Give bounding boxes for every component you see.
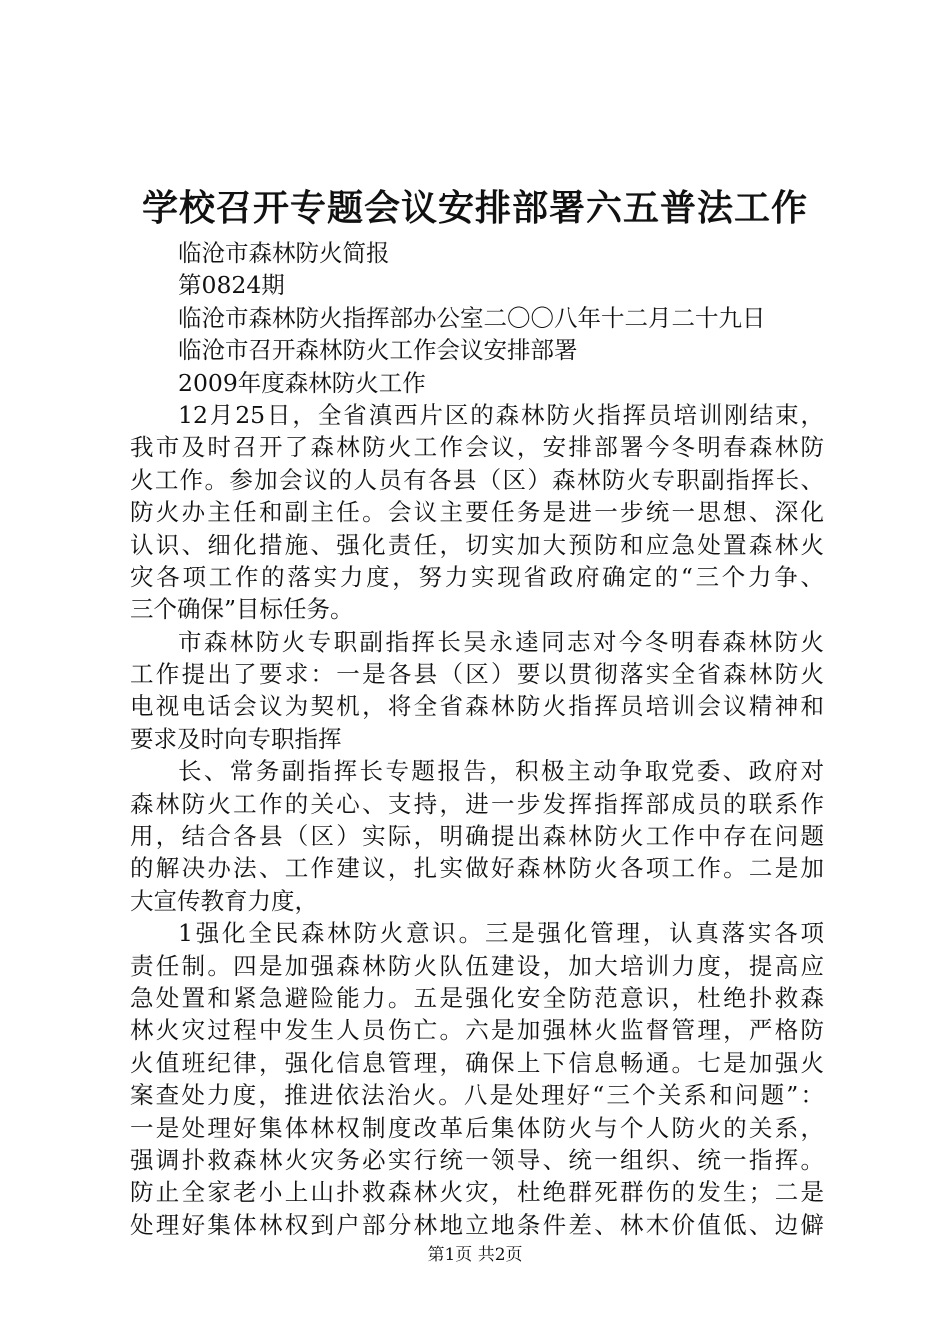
header-line-issue-number: 第0824期 [178, 271, 285, 300]
paragraph-line: 责任制。四是加强森林防火队伍建设，加大培训力度，提高应 [130, 951, 824, 980]
paragraph-line: 12月25日，全省滇西片区的森林防火指挥员培训刚结束， [178, 400, 824, 429]
paragraph-line: 的解决办法、工作建议，扎实做好森林防火各项工作。二是加 [130, 854, 824, 883]
paragraph-line: 急处置和紧急避险能力。五是强化安全防范意识，杜绝扑救森 [130, 983, 824, 1012]
paragraph-line: 处理好集体林权到户部分林地立地条件差、林木价值低、边僻 [130, 1210, 824, 1239]
paragraph-line: 1强化全民森林防火意识。三是强化管理，认真落实各项 [178, 919, 824, 948]
paragraph-line: 大宣传教育力度， [130, 886, 318, 915]
paragraph-line: 工作提出了要求：一是各县（区）要以贯彻落实全省森林防火 [130, 660, 824, 689]
document-title: 学校召开专题会议安排部署六五普法工作 [141, 187, 808, 229]
paragraph-line: 要求及时向专职指挥 [130, 724, 342, 753]
paragraph-line: 我市及时召开了森林防火工作会议，安排部署今冬明春森林防 [130, 433, 824, 462]
paragraph-line: 防火办主任和副主任。会议主要任务是进一步统一思想、深化 [130, 498, 824, 527]
paragraph-line: 用，结合各县（区）实际，明确提出森林防火工作中存在问题 [130, 822, 824, 851]
paragraph-line: 火工作。参加会议的人员有各县（区）森林防火专职副指挥长、 [130, 465, 824, 494]
paragraph-line: 三个确保”目标任务。 [130, 595, 354, 624]
paragraph-line: 强调扑救森林火灾务必实行统一领导、统一组织、统一指挥。 [130, 1145, 824, 1174]
paragraph-line: 案查处力度，推进依法治火。八是处理好“三个关系和问题”： [130, 1081, 824, 1110]
paragraph-line: 市森林防火专职副指挥长吴永逵同志对今冬明春森林防火 [178, 627, 824, 656]
paragraph-line: 一是处理好集体林权制度改革后集体防火与个人防火的关系， [130, 1113, 824, 1142]
header-line-office-date: 临沧市森林防火指挥部办公室二〇〇八年十二月二十九日 [178, 303, 766, 332]
header-line-headline-cont: 2009年度森林防火工作 [178, 368, 426, 397]
paragraph-line: 林火灾过程中发生人员伤亡。六是加强林火监督管理，严格防 [130, 1016, 824, 1045]
paragraph-line: 火值班纪律，强化信息管理，确保上下信息畅通。七是加强火 [130, 1048, 824, 1077]
document-body [130, 237, 824, 1241]
header-line-bulletin-name: 临沧市森林防火简报 [178, 239, 390, 267]
paragraph-line: 灾各项工作的落实力度，努力实现省政府确定的“三个力争、 [130, 562, 824, 591]
paragraph-line: 电视电话会议为契机，将全省森林防火指挥员培训会议精神和 [130, 692, 824, 721]
paragraph-line: 认识、细化措施、强化责任，切实加大预防和应急处置森林火 [130, 530, 824, 559]
header-line-headline: 临沧市召开森林防火工作会议安排部署 [178, 336, 578, 365]
paragraph-line: 防止全家老小上山扑救森林火灾，杜绝群死群伤的发生；二是 [130, 1178, 824, 1207]
paragraph-line: 森林防火工作的关心、支持，进一步发挥指挥部成员的联系作 [130, 789, 824, 818]
paragraph-line: 长、常务副指挥长专题报告，积极主动争取党委、政府对 [178, 757, 824, 786]
page-number-footer: 第1页 共2页 [427, 1245, 523, 1265]
